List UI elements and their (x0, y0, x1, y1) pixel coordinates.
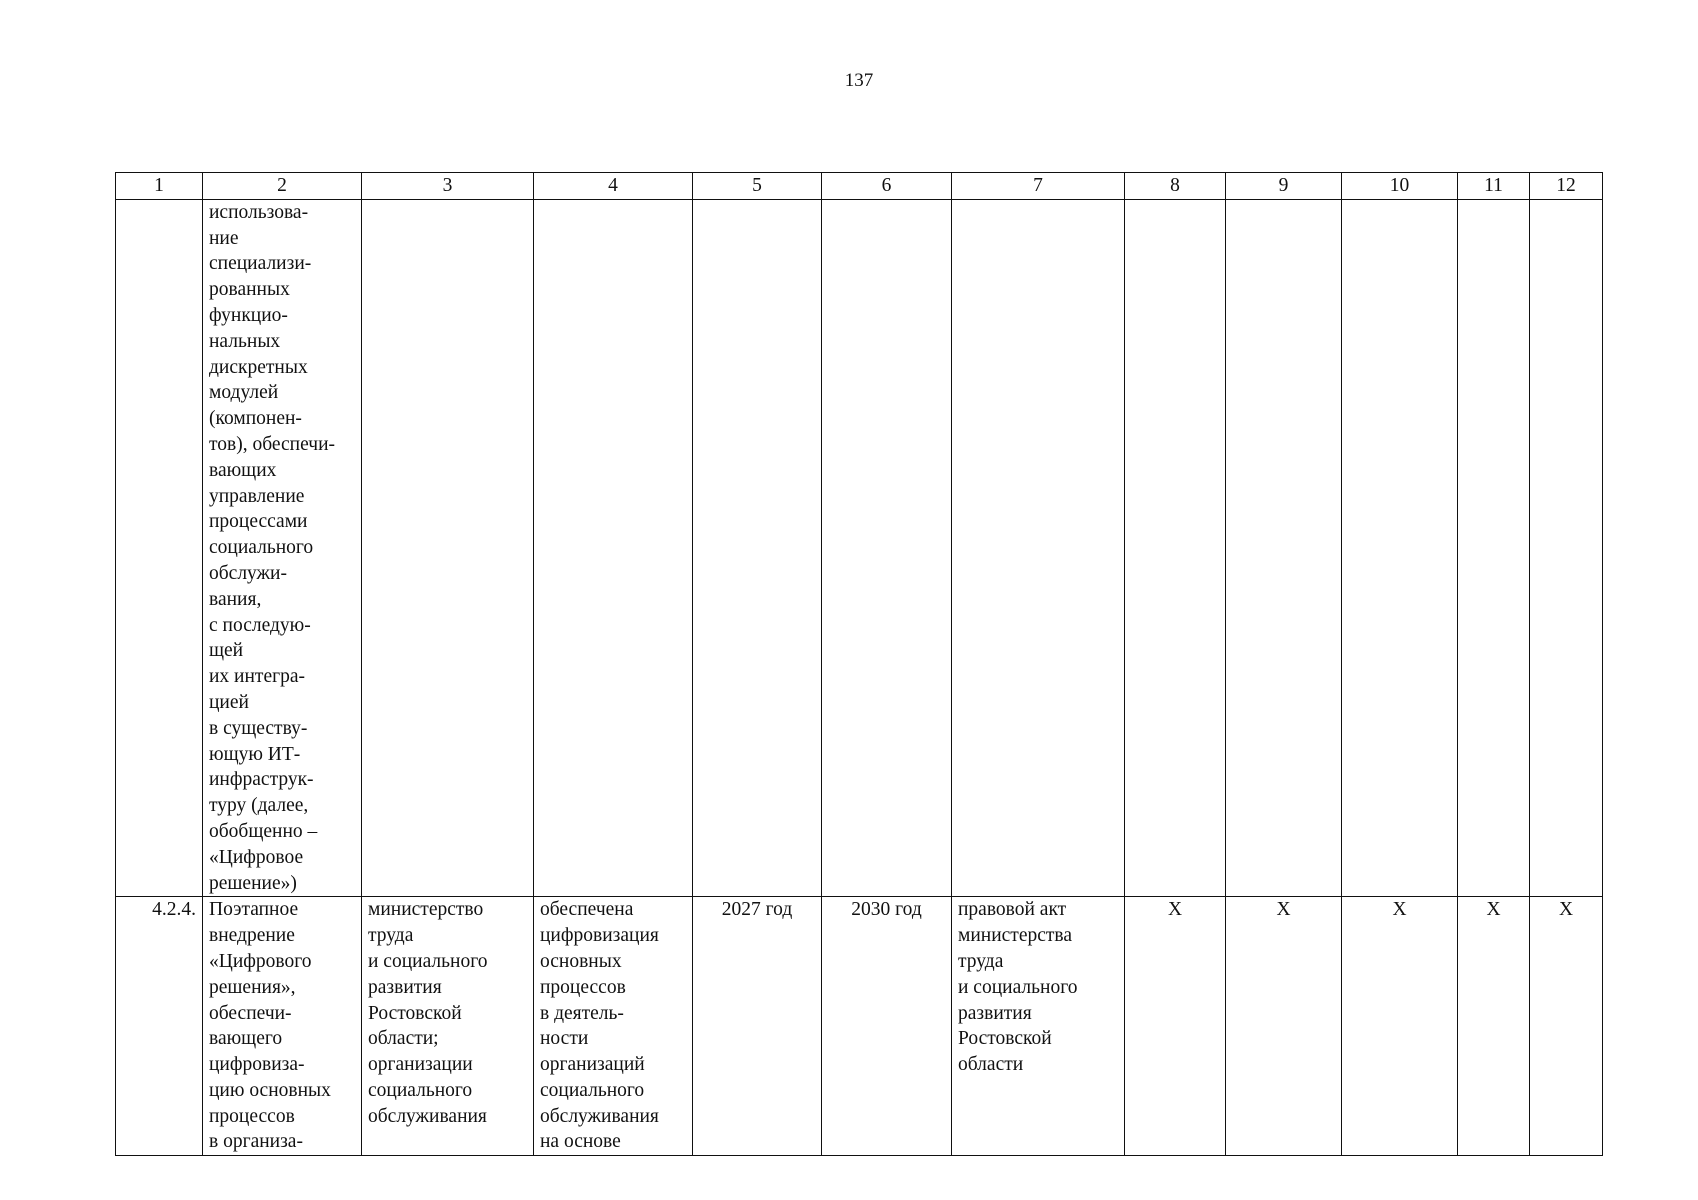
table-cell-empty (1342, 199, 1458, 897)
row-number: 4.2.4. (116, 897, 203, 1156)
value-cell-col9: Х (1226, 897, 1342, 1156)
table-cell-empty (1226, 199, 1342, 897)
column-header: 6 (822, 173, 952, 200)
control-document: правовой акт министерства труда и социального развития Ростовской области (952, 897, 1125, 1156)
value-cell-col12: Х (1530, 897, 1603, 1156)
column-header: 7 (952, 173, 1125, 200)
column-header: 5 (693, 173, 822, 200)
column-header: 9 (1226, 173, 1342, 200)
table-cell-empty (534, 199, 693, 897)
table-cell-empty (1125, 199, 1226, 897)
table-row-continuation (116, 199, 1603, 897)
expected-result: обеспечена цифровизация основных процессов в деятель- ности организаций социального обслуживания на основе (534, 897, 693, 1156)
column-header: 8 (1125, 173, 1226, 200)
column-header: 4 (534, 173, 693, 200)
column-header: 3 (362, 173, 534, 200)
table-cell-empty (116, 199, 203, 897)
page-number: 137 (844, 70, 874, 91)
column-header: 12 (1530, 173, 1603, 200)
start-date: 2027 год (693, 897, 822, 1156)
table-cell-empty (822, 199, 952, 897)
column-header: 2 (203, 173, 362, 200)
column-number-row (116, 173, 1603, 200)
end-date: 2030 год (822, 897, 952, 1156)
table-cell-empty (362, 199, 534, 897)
program-table (115, 172, 1603, 1156)
measure-name: Поэтапное внедрение «Цифрового решения», обеспечи- вающего цифровиза- цию основных процессов в организа- (203, 897, 362, 1156)
value-cell-col10: Х (1342, 897, 1458, 1156)
measure-description-continued: использова- ние специализи- рованных функцио- нальных дискретных модулей (компонен- тов), обеспечи- вающих управление процессами социального обслужи- вания, с последую- щей их интегра- цией в существу- ющую ИТ- инфраструк- туру (далее, обобщенно – «Цифровое решение») (203, 199, 362, 897)
column-header: 11 (1458, 173, 1530, 200)
value-cell-col8: Х (1125, 897, 1226, 1156)
table-cell-empty (1530, 199, 1603, 897)
column-header: 10 (1342, 173, 1458, 200)
table-cell-empty (1458, 199, 1530, 897)
table-row-4-2-4 (116, 897, 1603, 1156)
table-cell-empty (693, 199, 822, 897)
responsible-executor: министерство труда и социального развития Ростовской области; организации социального обслуживания (362, 897, 534, 1156)
table-cell-empty (952, 199, 1125, 897)
column-header: 1 (116, 173, 203, 200)
value-cell-col11: Х (1458, 897, 1530, 1156)
